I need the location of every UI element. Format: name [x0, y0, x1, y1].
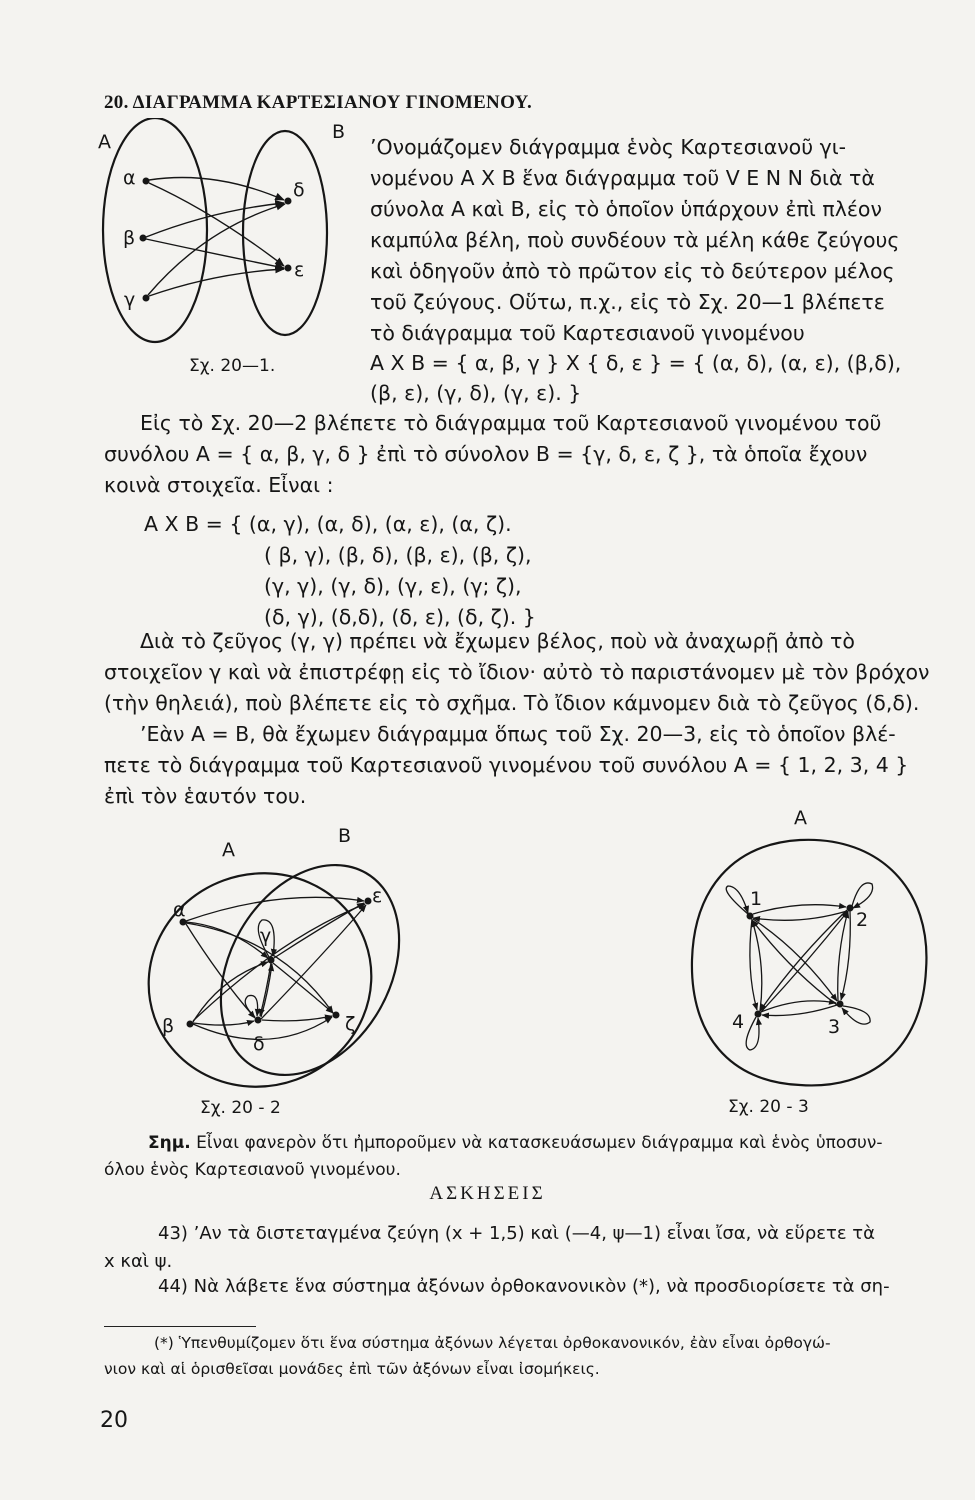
- fig2-label-a: Α: [222, 839, 235, 861]
- intro-line-6: τοῦ ζεύγους. Οὕτω, π.χ., εἰς τὸ Σχ. 20—1 βλέπετε: [370, 290, 885, 314]
- figure-20-1-caption: Σχ. 20—1.: [189, 356, 276, 376]
- set-b-ellipse-1: [243, 131, 327, 335]
- note-label: Σημ.: [148, 1133, 191, 1153]
- intro-line-4: καμπύλα βέλη, ποὺ συνδέουν τὰ μέλη κάθε ζεύγους: [370, 228, 900, 252]
- node-zeta-2: [333, 1012, 340, 1019]
- note-text-1: Εἶναι φανερὸν ὅτι ἠμποροῦμεν νὰ κατασκευάσωμεν διάγραμμα καὶ ἑνὸς ὑποσυν-: [196, 1133, 883, 1153]
- footnote-line-1: (*) Ὑπενθυμίζομεν ὅτι ἕνα σύστημα ἀξόνων λέγεται ὀρθοκανονικόν, ἐὰν εἶναι ὀρθογώ-: [154, 1334, 831, 1352]
- intro-line-9: (β, ε), (γ, δ), (γ, ε). }: [370, 381, 582, 405]
- fig1-node-label-beta: β: [123, 227, 136, 249]
- fig2-node-label-delta: δ: [253, 1033, 265, 1055]
- exercise-43-line-2: x καὶ ψ.: [104, 1251, 173, 1272]
- fig1-node-label-epsilon: ε: [294, 259, 305, 281]
- set-a-outline-3: [692, 840, 927, 1086]
- page-number: 20: [100, 1408, 128, 1433]
- fig2-node-label-alpha: α: [173, 899, 186, 921]
- footnote-rule: [104, 1326, 256, 1327]
- intro-line-8: Α Χ Β = { α, β, γ } Χ { δ, ε } = { (α, δ), (α, ε), (β,δ),: [370, 351, 902, 375]
- product-line-2: ( β, γ), (β, δ), (β, ε), (β, ζ),: [264, 543, 532, 567]
- fig1-label-b: Β: [332, 121, 346, 143]
- set-a-ellipse-1: [103, 118, 207, 342]
- intro-line-3: σύνολα Α καὶ Β, εἰς τὸ ὁποῖον ὑπάρχουν ἐπὶ πλέον: [370, 197, 882, 221]
- footnote-line-2: νιον καὶ αἱ ὁρισθεῖσαι μονάδες ἐπὶ τῶν ἀξόνων εἶναι ἰσομήκεις.: [104, 1360, 600, 1378]
- para2-line-2: συνόλου Α = { α, β, γ, δ } ἐπὶ τὸ σύνολον Β = {γ, δ, ε, ζ }, τὰ ὁποῖα ἔχουν: [104, 442, 868, 466]
- node-beta-1: [140, 235, 147, 242]
- note-line-1: [148, 1129, 883, 1157]
- node-3: [837, 1001, 844, 1008]
- fig2-node-label-gamma: γ: [260, 925, 272, 947]
- para3-line-6: ἐπὶ τὸν ἑαυτόν του.: [104, 784, 307, 808]
- node-gamma-1: [143, 295, 150, 302]
- node-epsilon-2: [365, 898, 372, 905]
- intro-line-7: τὸ διάγραμμα τοῦ Καρτεσιανοῦ γινομένου: [370, 321, 805, 345]
- fig3-label-a: Α: [794, 807, 807, 829]
- node-delta-2: [255, 1017, 262, 1024]
- figure-20-2-diagram: [140, 818, 430, 1108]
- product-line-4: (δ, γ), (δ,δ), (δ, ε), (δ, ζ). }: [264, 605, 536, 629]
- fig2-node-label-zeta: ζ: [345, 1013, 356, 1035]
- section-heading: 20. ΔΙΑΓΡΑΜΜΑ ΚΑΡΤΕΣΙΑΝΟΥ ΓΙΝΟΜΕΝΟΥ.: [104, 92, 533, 113]
- para3-line-2: στοιχεῖον γ καὶ νὰ ἐπιστρέφῃ εἰς τὸ ἴδιον· αὐτὸ τὸ παριστάνομεν μὲ τὸν βρόχον: [104, 660, 930, 684]
- fig3-node-label-1: 1: [750, 888, 763, 910]
- para3-line-4: ’Εὰν Α = Β, θὰ ἔχωμεν διάγραμμα ὅπως τοῦ Σχ. 20—3, εἰς τὸ ὁποῖον βλέ-: [140, 722, 896, 746]
- fig3-node-label-3: 3: [828, 1016, 841, 1038]
- para3-line-3: (τὴν θηλειά), ποὺ βλέπετε εἰς τὸ σχῆμα. Τὸ ἴδιον κάμνομεν διὰ τὸ ζεῦγος (δ,δ).: [104, 691, 920, 715]
- node-4: [755, 1011, 762, 1018]
- node-alpha-1: [143, 178, 150, 185]
- exercise-44-line-1: 44) Νὰ λάβετε ἕνα σύστημα ἀξόνων ὀρθοκανονικὸν (*), νὰ προσδιορίσετε τὰ ση-: [158, 1276, 890, 1297]
- fig1-node-label-alpha: α: [123, 167, 136, 189]
- figure-20-1-diagram: [95, 118, 360, 388]
- fig2-label-b: Β: [338, 825, 352, 847]
- intro-line-2: νομένου Α Χ Β ἕνα διάγραμμα τοῦ V E N N διὰ τὰ: [370, 166, 875, 190]
- fig2-node-label-beta: β: [162, 1015, 175, 1037]
- para2-line-3: κοινὰ στοιχεῖα. Εἶναι :: [104, 473, 334, 497]
- arrow-beta-delta: [146, 203, 284, 237]
- node-epsilon-1: [285, 265, 292, 272]
- note-line-2: όλου ἑνὸς Καρτεσιανοῦ γινομένου.: [104, 1160, 401, 1180]
- arrow-alpha-delta: [149, 178, 284, 201]
- fig1-node-label-gamma: γ: [124, 289, 136, 311]
- node-beta-2: [187, 1021, 194, 1028]
- para2-line-1: Εἰς τὸ Σχ. 20—2 βλέπετε τὸ διάγραμμα τοῦ Καρτεσιανοῦ γινομένου τοῦ: [140, 411, 882, 435]
- intro-line-5: καὶ ὁδηγοῦν ἀπὸ τὸ πρῶτον εἰς τὸ δεύτερον μέλος: [370, 259, 895, 283]
- fig3-node-label-4: 4: [732, 1011, 745, 1033]
- node-delta-1: [285, 198, 292, 205]
- exercises-title: ΑΣΚΗΣΕΙΣ: [429, 1183, 546, 1204]
- figure-20-3-diagram: [680, 800, 950, 1100]
- para3-line-1: Διὰ τὸ ζεῦγος (γ, γ) πρέπει νὰ ἔχωμεν βέλος, ποὺ νὰ ἀναχωρῇ ἀπὸ τὸ: [140, 629, 855, 653]
- fig3-node-label-2: 2: [856, 909, 869, 931]
- fig1-node-label-delta: δ: [293, 179, 305, 201]
- fig2-node-label-epsilon: ε: [372, 885, 383, 907]
- arrow-gamma-delta: [148, 204, 285, 295]
- fig1-label-a: Α: [98, 131, 111, 153]
- figure-20-3-caption: Σχ. 20 - 3: [728, 1097, 809, 1117]
- exercise-43-line-1: 43) ’Αν τὰ διστεταγμένα ζεύγη (x + 1,5) καὶ (—4, ψ—1) εἶναι ἴσα, νὰ εὕρετε τὰ: [158, 1223, 875, 1244]
- arrow-beta-epsilon: [146, 239, 284, 268]
- product-line-3: (γ, γ), (γ, δ), (γ, ε), (γ; ζ),: [264, 574, 522, 598]
- intro-line-1: ’Ονομάζομεν διάγραμμα ἑνὸς Καρτεσιανοῦ γι-: [370, 135, 847, 159]
- para3-line-5: πετε τὸ διάγραμμα τοῦ Καρτεσιανοῦ γινομένου τοῦ συνόλου Α = { 1, 2, 3, 4 }: [104, 753, 909, 777]
- figure-20-2-caption: Σχ. 20 - 2: [200, 1098, 281, 1118]
- product-line-1: Α Χ Β = { (α, γ), (α, δ), (α, ε), (α, ζ).: [144, 512, 512, 536]
